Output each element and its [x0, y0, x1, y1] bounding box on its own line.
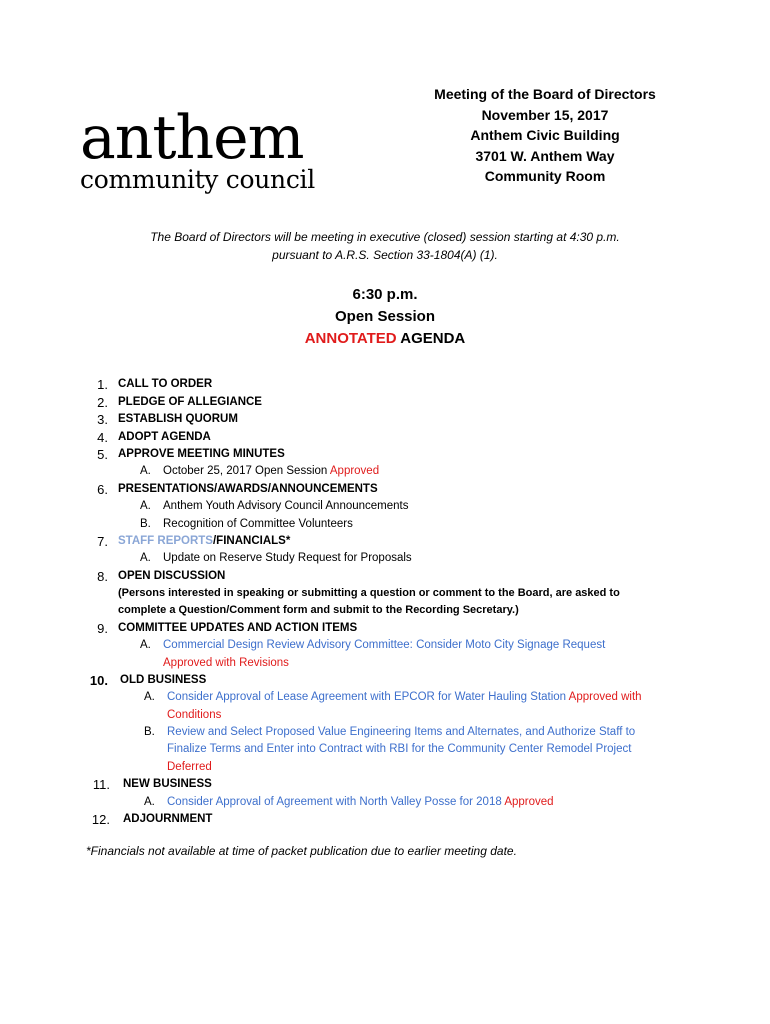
item-title: PRESENTATIONS/AWARDS/ANNOUNCEMENTS [118, 483, 378, 495]
status-deferred: Deferred [167, 761, 212, 773]
status-conditions: Conditions [167, 709, 222, 721]
anthem-logo [80, 103, 315, 194]
status-approved-with-revisions: Approved with Revisions [163, 657, 289, 669]
executive-note-line: pursuant to A.R.S. Section 33-1804(A) (1). [272, 248, 498, 262]
sub-item [140, 498, 409, 515]
item-title: ADOPT AGENDA [118, 431, 211, 443]
item-number: 7. [97, 534, 108, 549]
item-number: 8. [97, 569, 108, 584]
session-heading [230, 284, 540, 350]
item-number: 6. [97, 482, 108, 497]
sub-item-text: Recognition of Committee Volunteers [163, 518, 353, 530]
status-approved-with-conditions: Approved with [568, 691, 642, 703]
logo-wordmark: anthem [80, 103, 304, 173]
item-title: ADJOURNMENT [123, 813, 213, 825]
financials-footnote: *Financials not available at time of packet publication due to earlier meeting date. [86, 844, 517, 858]
sub-item [144, 689, 642, 706]
value-engineering-link-cont[interactable]: Finalize Terms and Enter into Contract with RBI for the Community Center Remodel Project [167, 743, 632, 755]
sub-item-letter: A. [144, 691, 155, 703]
sub-item [140, 637, 606, 654]
status-approved: Approved [329, 465, 380, 477]
session-time: 6:30 p.m. [352, 286, 418, 303]
meeting-title: Meeting of the Board of Directors [434, 86, 656, 102]
sub-item-letter: A. [144, 796, 155, 808]
item-title: OLD BUSINESS [120, 674, 207, 686]
logo-subtitle: community council [80, 165, 315, 194]
item-number: 5. [97, 447, 108, 462]
sub-item-letter: A. [140, 639, 151, 651]
sub-item [144, 794, 554, 811]
sub-item [140, 550, 412, 567]
meeting-header [400, 84, 690, 187]
item-title: PLEDGE OF ALLEGIANCE [118, 396, 262, 408]
executive-session-note [100, 228, 670, 264]
status-approved: Approved [504, 796, 554, 808]
sub-item [140, 516, 353, 533]
item-number: 9. [97, 621, 108, 636]
sub-item [144, 724, 636, 741]
staff-reports-link[interactable]: STAFF REPORTS [118, 535, 213, 547]
north-valley-posse-link[interactable]: Consider Approval of Agreement with North Valley Posse for 2018 [167, 796, 502, 808]
sub-item-text: Update on Reserve Study Request for Proposals [163, 552, 412, 564]
agenda-title [230, 328, 540, 350]
sub-item-letter: A. [140, 500, 151, 512]
item-number: 4. [97, 430, 108, 445]
session-name: Open Session [334, 308, 436, 325]
item-title: STAFF REPORTS/FINANCIALS* [118, 535, 291, 547]
signage-request-link[interactable]: Commercial Design Review Advisory Committee: Consider Moto City Signage Request [163, 639, 606, 651]
sub-item [140, 463, 380, 480]
agenda-label: AGENDA [400, 330, 466, 347]
item-number: 3. [97, 412, 108, 427]
item-title: APPROVE MEETING MINUTES [118, 448, 285, 460]
sub-item-letter: A. [140, 465, 151, 477]
meeting-date: November 15, 2017 [481, 106, 609, 123]
meeting-venue: Anthem Civic Building [470, 127, 620, 143]
executive-note-line: The Board of Directors will be meeting in executive (closed) session starting at 4:30 p.m. [150, 230, 620, 244]
item-number: 1. [97, 377, 108, 392]
item-number: 2. [97, 395, 108, 410]
sub-item-text: Anthem Youth Advisory Council Announcements [163, 500, 409, 512]
item-title: NEW BUSINESS [123, 778, 212, 790]
item-number: 10. [89, 673, 108, 688]
sub-item-letter: B. [140, 518, 151, 530]
meeting-address: 3701 W. Anthem Way [475, 147, 615, 164]
open-discussion-note: (Persons interested in speaking or submitting a question or comment to the Board, are asked to [118, 587, 620, 599]
meeting-room: Community Room [484, 168, 606, 184]
item-number: 12. [91, 812, 110, 827]
sub-item-letter: A. [140, 552, 151, 564]
item-title: ESTABLISH QUORUM [118, 413, 238, 425]
annotated-label: ANNOTATED [304, 330, 397, 347]
item-number: 11. [92, 777, 110, 792]
item-title: CALL TO ORDER [118, 378, 213, 390]
item-title: OPEN DISCUSSION [118, 570, 226, 582]
value-engineering-link[interactable]: Review and Select Proposed Value Engineering Items and Alternates, and Authorize Staff to [167, 726, 636, 738]
sub-item-letter: B. [144, 726, 155, 738]
epcor-lease-link[interactable]: Consider Approval of Lease Agreement with EPCOR for Water Hauling Station [167, 691, 567, 703]
sub-item-text: October 25, 2017 Open Session Approved [163, 465, 380, 477]
item-title: COMMITTEE UPDATES AND ACTION ITEMS [118, 622, 358, 634]
open-discussion-note: complete a Question/Comment form and submit to the Recording Secretary.) [118, 604, 519, 616]
